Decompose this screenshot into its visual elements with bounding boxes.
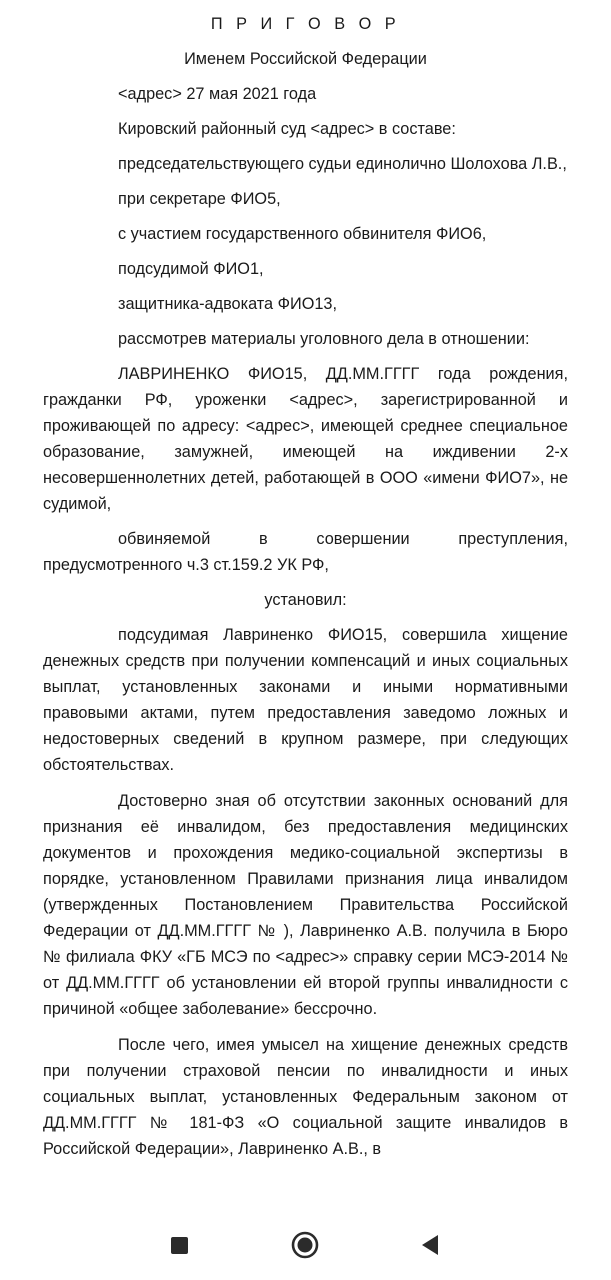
place-date: <адрес> 27 мая 2021 года (118, 85, 317, 103)
back-button[interactable] (416, 1231, 444, 1259)
defendant-line: подсудимой ФИО1, (118, 260, 264, 278)
triangle-back-icon (418, 1233, 442, 1257)
home-button[interactable] (291, 1231, 319, 1259)
established-heading: установил: (264, 591, 347, 609)
charge-line: обвиняемой в совершении преступления, предусмотренного ч.3 ст.159.2 УК РФ, (43, 530, 568, 574)
judge-line: председательствующего судьи единолично Шолохова Л.В., (118, 155, 567, 173)
paragraph-1: подсудимая Лавриненко ФИО15, совершила хищение денежных средств при получении компенсаций и иных социальных выплат, установленных законами и иными нормативными правовыми актами, путем предоставления заведомо ложных и недостоверных сведений в крупном размере, при следующих обстоятельствах. (43, 626, 568, 774)
recent-apps-button[interactable] (165, 1231, 193, 1259)
circle-home-icon (291, 1231, 319, 1259)
verdict-title: П Р И Г О В О Р (210, 15, 401, 33)
system-navigation-bar (0, 1207, 611, 1280)
paragraph-3: После чего, имея умысел на хищение денежных средств при получении страховой пенсии по инвалидности и иных социальных выплат, установленных Федеральным законом от ДД.ММ.ГГГГ № 181-ФЗ «О социальной защите инвалидов в Российской Федерации», Лавриненко А.В., в (43, 1036, 568, 1158)
defendant-info: ЛАВРИНЕНКО ФИО15, ДД.ММ.ГГГГ года рождения, гражданки РФ, уроженки <адрес>, зарегистрированной и проживающей по адресу: <адрес>, имеющей среднее специальное образование, замужней, имеющей на иждивении 2-х несовершеннолетних детей, работающей в ООО «имени ФИО7», не судимой, (43, 365, 568, 513)
court-line: Кировский районный суд <адрес> в составе: (118, 120, 456, 138)
verdict-subtitle: Именем Российской Федерации (184, 50, 427, 68)
secretary-line: при секретаре ФИО5, (118, 190, 281, 208)
lawyer-line: защитника-адвоката ФИО13, (118, 295, 337, 313)
prosecutor-line: с участием государственного обвинителя ФИО6, (118, 225, 487, 243)
paragraph-2: Достоверно зная об отсутствии законных оснований для признания её инвалидом, без предоставления медицинских документов и прохождения медико-социальной экспертизы в порядке, установленном Правилами признания лица инвалидом (утвержденных Постановлением Правительства Российской Федерации от ДД.ММ.ГГГГ № ), Лавриненко А.В. получила в Бюро № филиала ФКУ «ГБ МСЭ по <адрес>» справку серии МСЭ-2014 № от ДД.ММ.ГГГГ об установлении ей второй группы инвалидности с причиной «общее заболевание» бессрочно. (43, 792, 568, 1018)
square-recent-apps-icon (171, 1237, 188, 1254)
considering-line: рассмотрев материалы уголовного дела в отношении: (118, 330, 530, 348)
